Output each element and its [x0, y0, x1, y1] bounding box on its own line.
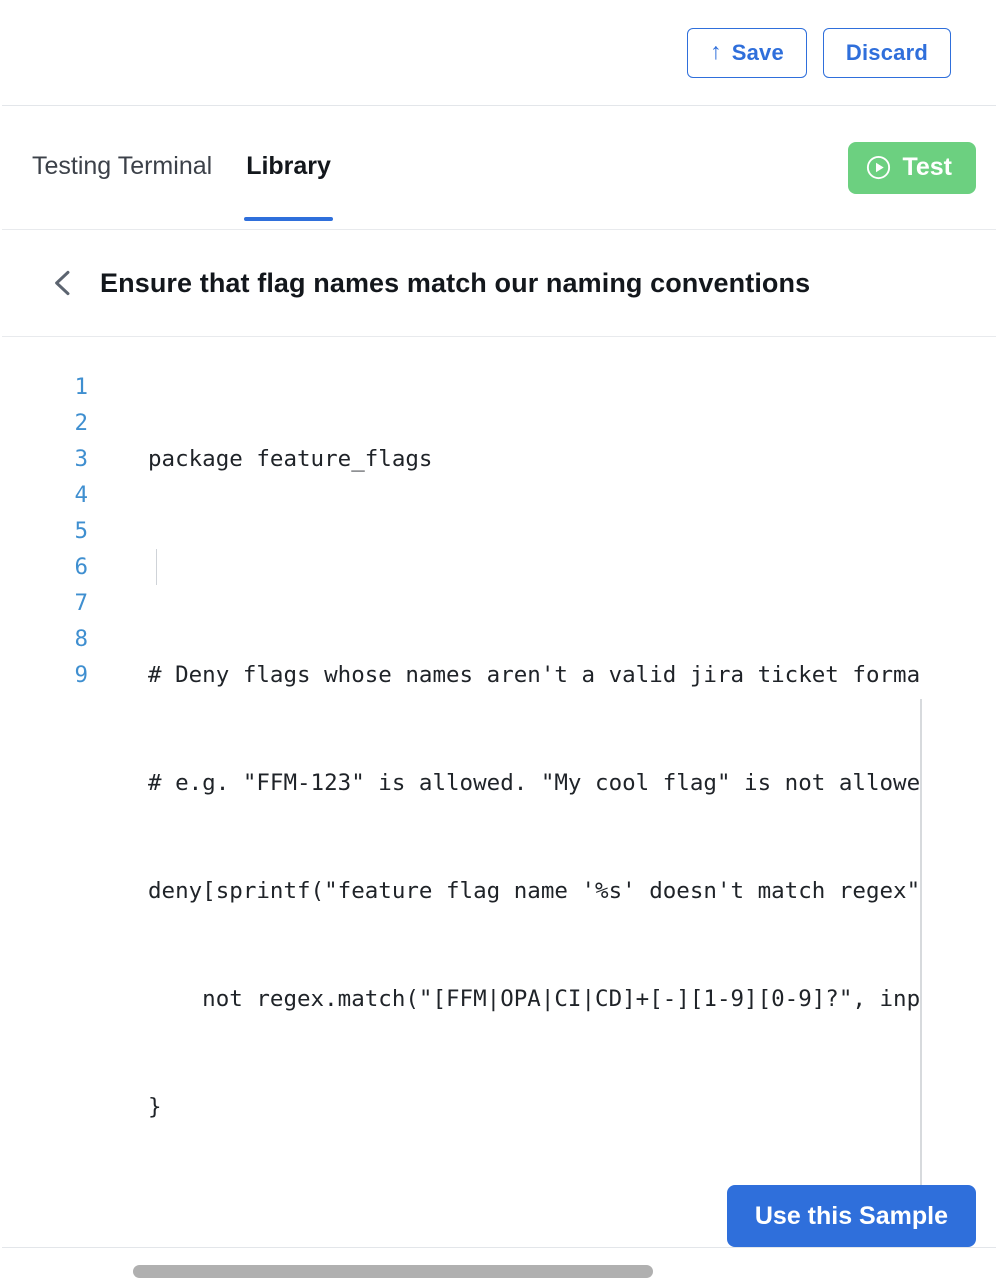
- test-button[interactable]: [848, 142, 976, 194]
- code-line: package feature_flags: [148, 446, 433, 472]
- indent-guide: [156, 549, 157, 585]
- library-panel: [2, 105, 996, 1248]
- play-circle-icon: [866, 155, 891, 180]
- editor-action-bar: [0, 0, 998, 105]
- code-line: # e.g. "FFM-123" is allowed. "My cool flag" is not allowe: [148, 770, 921, 796]
- save-button-label: Save: [731, 39, 784, 65]
- tab-testing-terminal[interactable]: [32, 152, 212, 187]
- discard-button-label: Discard: [845, 39, 928, 65]
- line-number: 2: [74, 410, 88, 436]
- code-content[interactable]: [100, 369, 996, 1247]
- code-editor[interactable]: [2, 337, 996, 1247]
- sample-header: [2, 230, 996, 337]
- line-number: 9: [74, 662, 88, 688]
- code-line: [148, 549, 996, 585]
- horizontal-scrollbar-thumb[interactable]: [133, 1265, 653, 1278]
- tab-testing-terminal-label: Testing Terminal: [32, 152, 213, 180]
- chevron-left-icon[interactable]: [46, 266, 80, 300]
- line-number-gutter: [2, 369, 100, 1247]
- save-button[interactable]: [687, 28, 807, 78]
- line-number: 3: [74, 446, 88, 472]
- line-number: 1: [74, 374, 88, 400]
- code-line: not regex.match("[FFM|OPA|CI|CD]+[-][1-9][0-9]?", inp: [148, 986, 921, 1012]
- code-line: # Deny flags whose names aren't a valid jira ticket forma: [148, 662, 921, 688]
- code-line: deny[sprintf("feature flag name '%s' doesn't match regex": [148, 878, 921, 904]
- panel-tab-row: [2, 106, 996, 230]
- discard-button[interactable]: [823, 28, 951, 78]
- horizontal-scrollbar[interactable]: [0, 1260, 998, 1282]
- line-number: 4: [74, 482, 88, 508]
- upload-arrow-icon: ↑: [710, 38, 722, 64]
- tab-library-label: Library: [246, 152, 331, 180]
- line-number: 7: [74, 590, 88, 616]
- line-number: 6: [74, 554, 88, 580]
- line-number: 5: [74, 518, 88, 544]
- editor-right-edge-marker: [920, 699, 922, 1247]
- use-this-sample-label: Use this Sample: [754, 1201, 948, 1230]
- line-number: 8: [74, 626, 88, 652]
- test-button-label: Test: [902, 153, 952, 181]
- use-this-sample-button[interactable]: [727, 1185, 976, 1247]
- page-title: Ensure that flag names match our naming conventions: [100, 267, 811, 298]
- code-line: }: [148, 1094, 162, 1120]
- tab-library[interactable]: [246, 152, 331, 187]
